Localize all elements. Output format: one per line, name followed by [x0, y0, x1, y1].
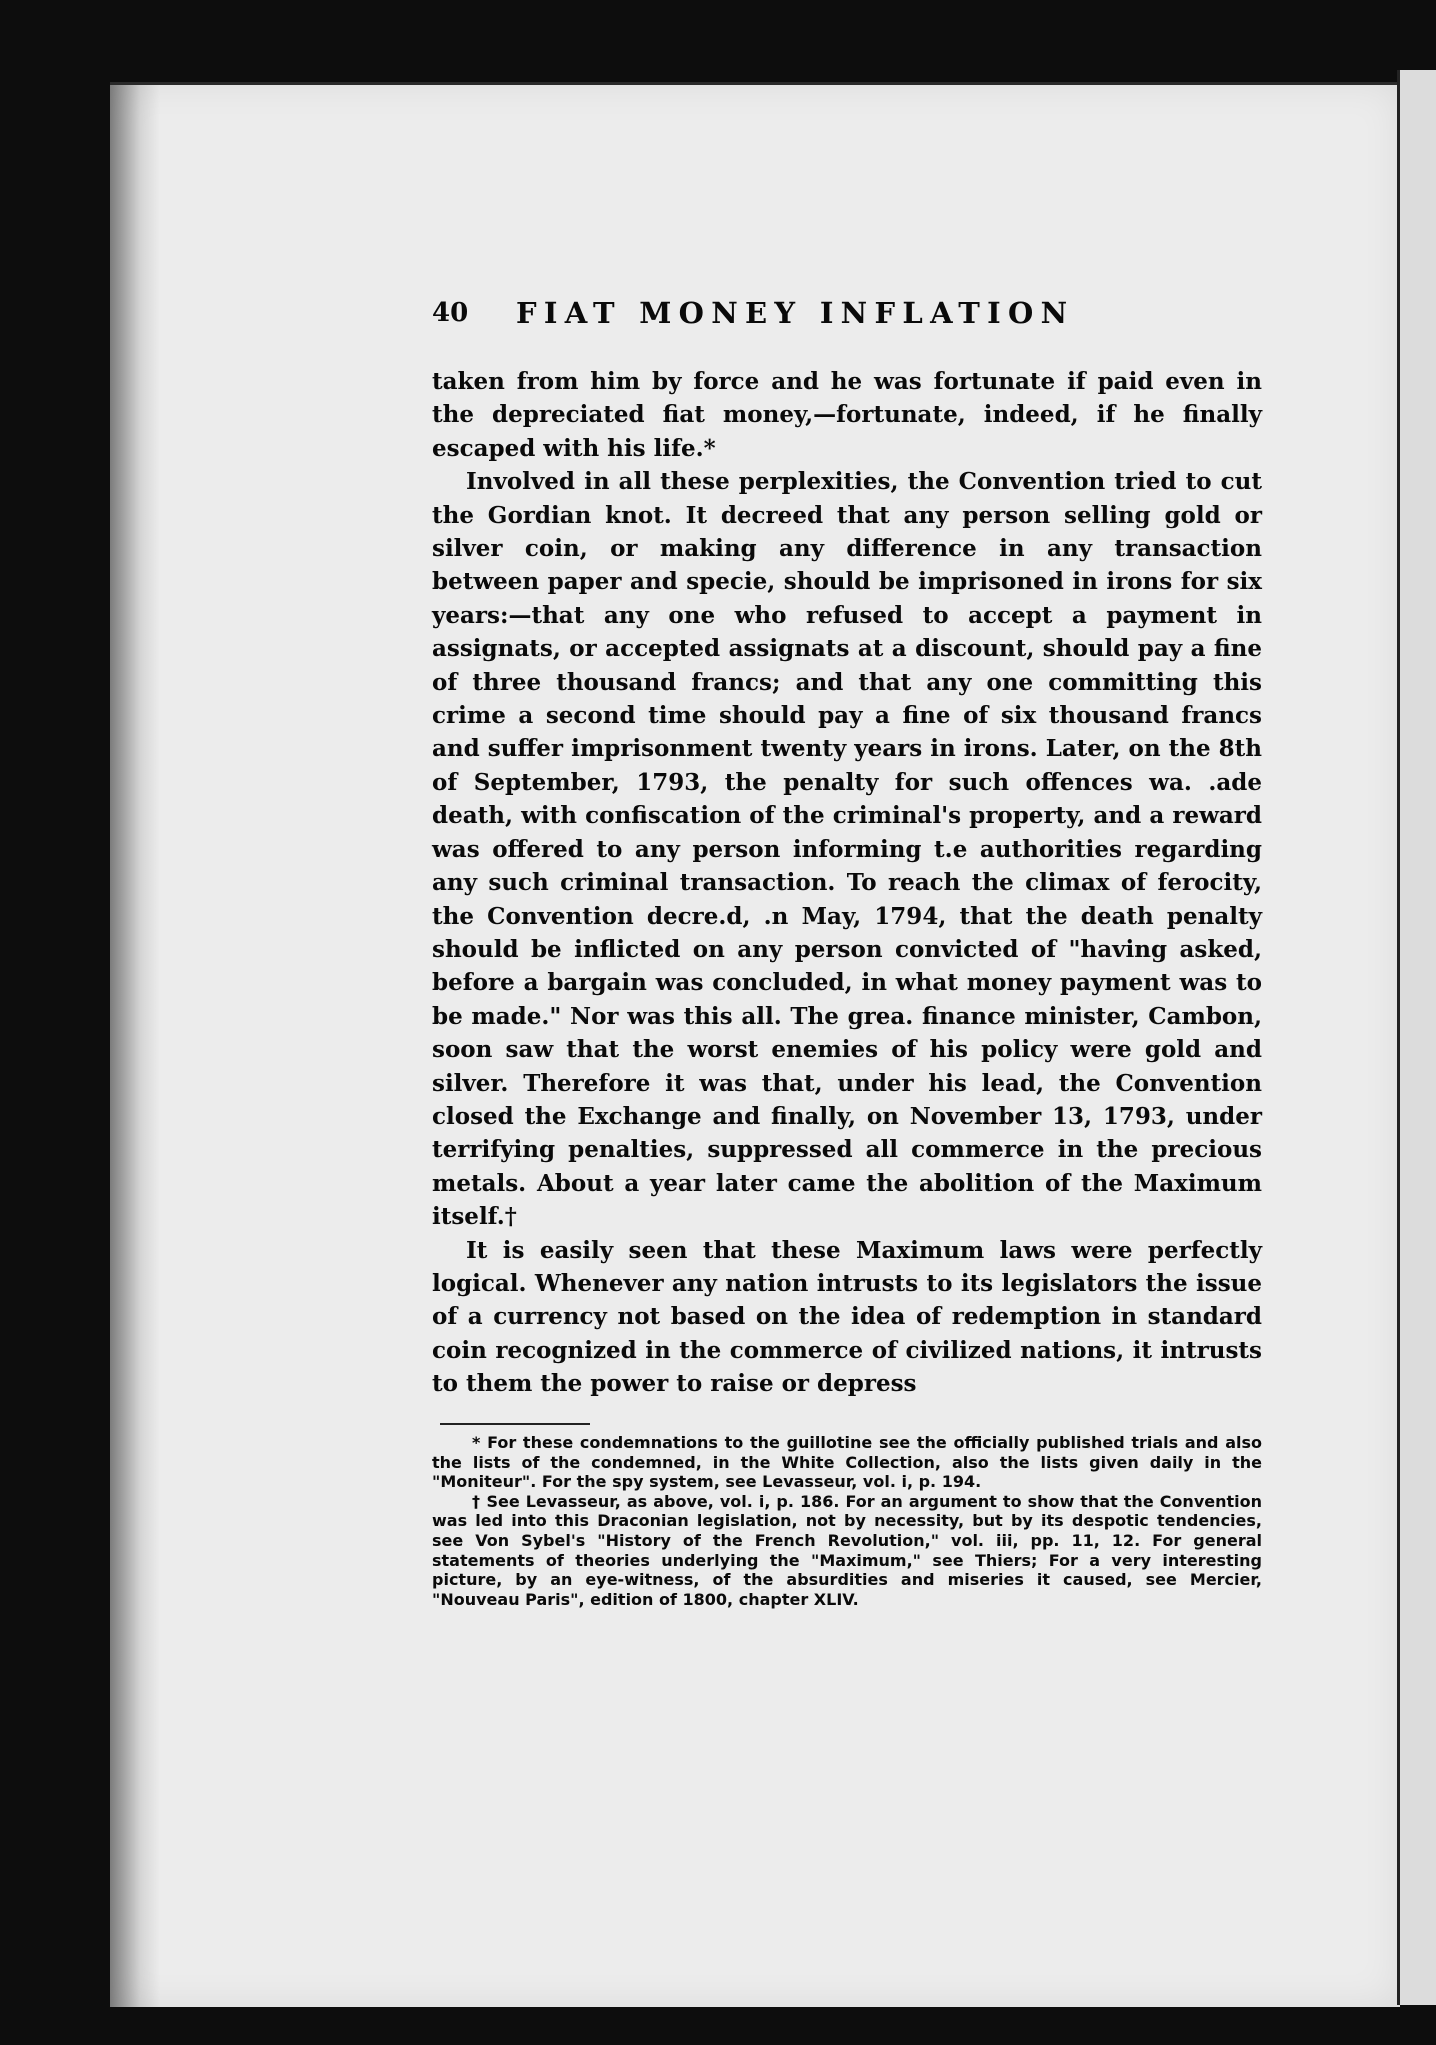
page-top-edge — [110, 82, 1400, 85]
footnote-rule — [440, 1423, 590, 1425]
paragraph: Involved in all these perplexities, the Convention tried to cut the Gordian knot. It decreed that any person selling gold or silver coin, or making any difference in any transaction between paper and specie, should be imprisoned in irons for six years:—that any one who refused to accept a payment in assignats, or accepted assignats at a discount, should pay a fine of three thousand francs; and that any one committing this crime a second time should pay a fine of six thousand francs and suffer imprisonment twenty years in irons. Later, on the 8th of September, 1793, the penalty for such offences wa. .ade death, with confiscation of the criminal's property, and a reward was offered to any person informing t.e authorities regarding any such criminal transaction. To reach the climax of ferocity, the Convention decre.d, .n May, 1794, that the death penalty should be inflicted on any person convicted of "having asked, before a bargain was concluded, in what money payment was to be made." Nor was this all. The grea. finance minister, Cambon, soon saw that the worst enemies of his policy were gold and silver. Therefore it was that, under his lead, the Convention closed the Exchange and finally, on November 13, 1793, under terrifying penalties, suppressed all commerce in the precious metals. About a year later came the abolition of the Maximum itself.† — [432, 468, 1262, 1231]
binding-shadow — [110, 82, 160, 2007]
footnote: * For these condemnations to the guillotine see the officially published trials and also the lists of the condemned, in the White Collection, also the lists given daily in the "Moniteur". For the spy system, see Levasseur, vol. i, p. 194. — [432, 1433, 1262, 1492]
running-title: FIAT MONEY INFLATION — [516, 296, 1075, 330]
body-text — [432, 365, 1262, 1401]
next-page-edge — [1397, 70, 1436, 2005]
running-head — [432, 298, 1262, 338]
paragraph: It is easily seen that these Maximum laws were perfectly logical. Whenever any nation intrusts to its legislators the issue of a currency not based on the idea of redemption in standard coin recognized in the commerce of civilized nations, it intrusts to them the power to raise or depress — [432, 1236, 1262, 1398]
footnotes — [432, 1433, 1262, 1609]
page-number: 40 — [432, 298, 469, 328]
footnote: † See Levasseur, as above, vol. i, p. 186. For an argument to show that the Convention was led into this Draconian legislation, not by necessity, but by its despotic tendencies, see Von Sybel's "History of the French Revolution," vol. iii, pp. 11, 12. For general statements of theories underlying the "Maximum," see Thiers; For a very interesting picture, by an eye-witness, of the absurdities and miseries it caused, see Mercier, "Nouveau Paris", edition of 1800, chapter XLIV. — [432, 1491, 1262, 1609]
paragraph: taken from him by force and he was fortunate if paid even in the depreciated fiat money,—fortunate, indeed, if he finally escaped with his life.* — [432, 368, 1262, 462]
